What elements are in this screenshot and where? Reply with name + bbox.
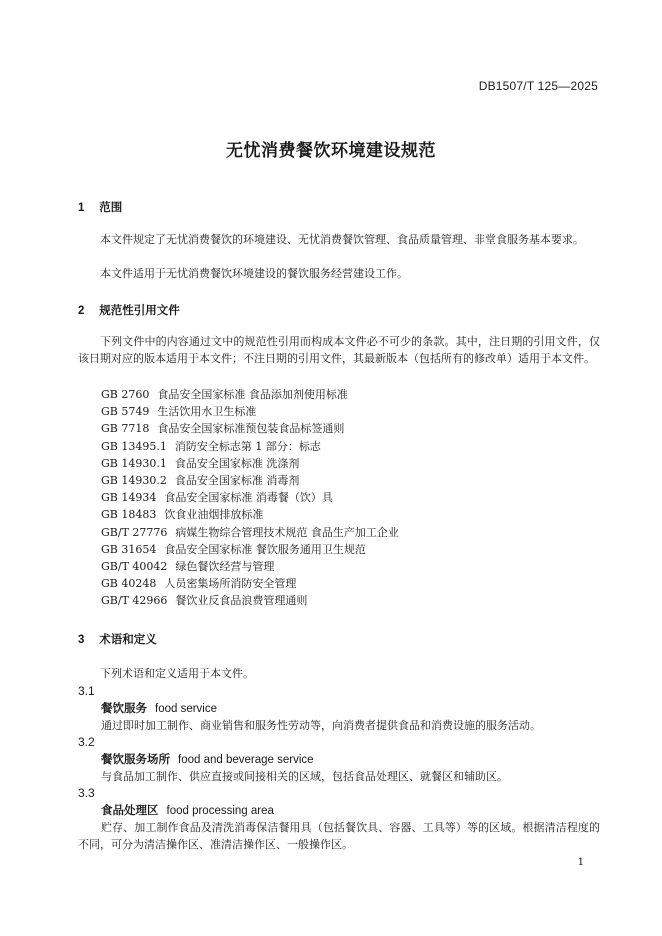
scope-paragraph-1: 本文件规定了无忧消费餐饮的环境建设、无忧消费餐饮管理、食品质量管理、非堂食服务基本要求。 — [100, 233, 584, 246]
reference-title: 饮食业油烟排放标准 — [164, 508, 264, 522]
term-name-en: food and beverage service — [178, 754, 314, 766]
reference-item — [101, 403, 399, 420]
section-number: 1 — [78, 202, 85, 214]
term-name-en: food processing area — [166, 805, 274, 817]
reference-item — [101, 592, 399, 609]
reference-item — [101, 455, 399, 472]
reference-title: 病媒生物综合管理技术规范 食品生产加工企业 — [175, 525, 399, 539]
reference-title: 食品安全国家标准 消毒餐（饮）具 — [164, 491, 333, 505]
references-intro: 下列文件中的内容通过文中的规范性引用而构成本文件必不可少的条款。其中，注日期的引用文件，仅该日期对应的版本适用于本文件；不注日期的引用文件，其最新版本（包括所有的修改单）适用于本文件。 — [78, 335, 600, 365]
reference-code: GB 14934 — [101, 491, 157, 505]
reference-title: 餐饮业反食品浪费管理通则 — [175, 594, 308, 608]
reference-item — [101, 506, 399, 523]
term-name-zh: 食品处理区 — [101, 805, 159, 817]
reference-code: GB 18483 — [101, 508, 157, 522]
section-title: 术语和定义 — [99, 634, 157, 646]
reference-code: GB/T 40042 — [101, 560, 168, 574]
reference-item — [101, 386, 399, 403]
reference-item — [101, 541, 399, 558]
document-title: 无忧消费餐饮环境建设规范 — [226, 141, 436, 160]
reference-item — [101, 524, 399, 541]
document-number: DB1507/T 125—2025 — [478, 79, 598, 93]
reference-code: GB 14930.2 — [101, 474, 167, 488]
reference-title: 食品安全国家标准 餐饮服务通用卫生规范 — [164, 542, 366, 556]
reference-code: GB 14930.1 — [101, 456, 167, 470]
term-number: 3.2 — [78, 735, 95, 749]
reference-title: 人员密集场所消防安全管理 — [164, 577, 297, 591]
reference-title: 食品安全国家标准 消毒剂 — [174, 474, 300, 488]
reference-code: GB 5749 — [101, 405, 150, 419]
reference-item — [101, 489, 399, 506]
term-number: 3.3 — [78, 786, 95, 800]
section-heading-scope — [78, 199, 122, 215]
reference-code: GB 31654 — [101, 542, 157, 556]
term-name-en: food service — [155, 703, 218, 715]
reference-title: 食品安全国家标准 洗涤剂 — [174, 456, 300, 470]
section-title: 范围 — [99, 202, 123, 214]
reference-item — [101, 472, 399, 489]
reference-code: GB 7718 — [101, 422, 150, 436]
reference-item — [101, 558, 399, 575]
page-number: 1 — [577, 857, 584, 868]
reference-code: GB/T 42966 — [101, 594, 168, 608]
reference-title: 生活饮用水卫生标准 — [157, 405, 257, 419]
reference-item — [101, 420, 399, 437]
scope-paragraph-2: 本文件适用于无忧消费餐饮环境建设的餐饮服务经营建设工作。 — [100, 267, 408, 280]
reference-title: 消防安全标志第 1 部分：标志 — [174, 439, 321, 453]
section-number: 2 — [78, 305, 85, 317]
term-name — [101, 700, 217, 716]
term-definition: 与食品加工制作、供应直接或间接相关的区域，包括食品处理区、就餐区和辅助区。 — [101, 770, 508, 783]
term-definition: 通过即时加工制作、商业销售和服务性劳动等，向消费者提供食品和消费设施的服务活动。 — [101, 719, 541, 732]
section-title: 规范性引用文件 — [99, 305, 180, 317]
reference-item — [101, 438, 399, 455]
terms-intro: 下列术语和定义适用于本文件。 — [100, 667, 254, 680]
term-name-zh: 餐饮服务 — [101, 703, 147, 715]
reference-title: 食品安全国家标准预包装食品标签通则 — [157, 422, 345, 436]
reference-code: GB 40248 — [101, 577, 157, 591]
section-heading-terms-definitions — [78, 631, 157, 647]
term-name — [101, 751, 314, 767]
reference-title: 食品安全国家标准 食品添加剂使用标准 — [157, 388, 348, 401]
section-heading-normative-references — [78, 302, 180, 318]
reference-list — [101, 386, 399, 610]
reference-code: GB 13495.1 — [101, 439, 167, 453]
term-definition: 贮存、加工制作食品及清洗消毒保洁餐用具（包括餐饮具、容器、工具等）等的区域。根据清洁程度的不同，可分为清洁操作区、准清洁操作区、一般操作区。 — [78, 821, 600, 851]
reference-code: GB/T 27776 — [101, 525, 168, 539]
reference-title: 绿色餐饮经营与管理 — [175, 560, 275, 574]
term-name-zh: 餐饮服务场所 — [101, 754, 170, 766]
reference-code: GB 2760 — [101, 388, 150, 401]
term-name — [101, 802, 274, 818]
section-number: 3 — [78, 634, 85, 646]
reference-item — [101, 575, 399, 592]
term-number: 3.1 — [78, 684, 95, 698]
